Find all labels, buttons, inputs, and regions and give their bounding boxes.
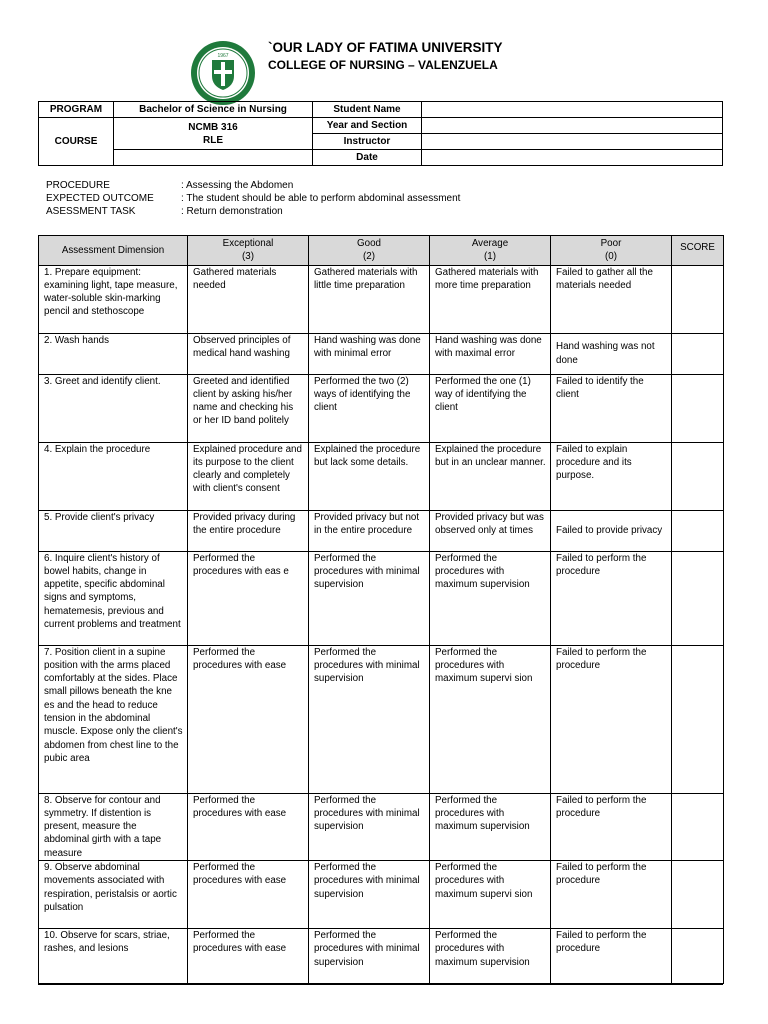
average-cell: Performed the procedures with maximum supervision [430, 929, 551, 984]
assessment-rubric-table [38, 235, 724, 984]
program-label: PROGRAM [39, 102, 114, 118]
good-cell: Provided privacy but not in the entire procedure [309, 510, 430, 551]
exceptional-cell: Performed the procedures with eas e [188, 551, 309, 645]
good-cell: Performed the procedures with minimal supervision [309, 551, 430, 645]
header-poor-points: (0) [605, 251, 617, 263]
poor-cell: Failed to perform the procedure [551, 645, 672, 793]
table-row [39, 793, 724, 860]
table-row [39, 861, 724, 929]
good-cell: Performed the procedures with minimal supervision [309, 929, 430, 984]
poor-cell: Failed to provide privacy [551, 510, 672, 551]
poor-cell: Failed to perform the procedure [551, 551, 672, 645]
poor-cell: Failed to perform the procedure [551, 929, 672, 984]
header-score: SCORE [672, 236, 724, 266]
year-section-field[interactable] [422, 118, 723, 134]
dimension-cell: 9. Observe abdominal movements associated with respiration, peristalsis or aortic pulsation [39, 861, 188, 929]
exceptional-cell: Performed the procedures with ease [188, 929, 309, 984]
university-title: `OUR LADY OF FATIMA UNIVERSITY [268, 40, 503, 55]
meta-row-procedure [46, 179, 460, 192]
header-good-points: (2) [363, 251, 375, 263]
procedure-meta [46, 179, 460, 218]
table-row [39, 333, 724, 374]
header-poor-label: Poor [600, 238, 622, 249]
header-exceptional-label: Exceptional [222, 238, 274, 249]
meta-key: EXPECTED OUTCOME [46, 193, 154, 204]
college-name: COLLEGE OF NURSING – VALENZUELA [268, 58, 498, 72]
average-cell: Performed the procedures with maximum supervision [430, 551, 551, 645]
exceptional-cell: Explained procedure and its purpose to the client clearly and completely with client's consent [188, 442, 309, 510]
score-cell[interactable] [672, 333, 724, 374]
exceptional-cell: Greeted and identified client by asking his/her name and checking his or her ID band politely [188, 374, 309, 442]
dimension-cell: 10. Observe for scars, striae, rashes, and lesions [39, 929, 188, 984]
year-section-label: Year and Section [313, 118, 422, 134]
score-cell[interactable] [672, 793, 724, 860]
good-cell: Explained the procedure but lack some details. [309, 442, 430, 510]
date-label: Date [313, 150, 422, 166]
table-row [39, 645, 724, 793]
poor-cell: Failed to perform the procedure [551, 793, 672, 860]
dimension-cell: 3. Greet and identify client. [39, 374, 188, 442]
student-info-table [38, 101, 723, 166]
dimension-cell: 1. Prepare equipment: examining light, tape measure, water-soluble skin-marking pencil and stethoscope [39, 265, 188, 333]
dimension-cell: 5. Provide client's privacy [39, 510, 188, 551]
good-cell: Performed the procedures with minimal supervision [309, 793, 430, 860]
course-blank-cell [114, 150, 313, 166]
university-seal-logo [190, 40, 256, 106]
good-cell: Performed the procedures with minimal supervision [309, 861, 430, 929]
exceptional-cell: Performed the procedures with ease [188, 645, 309, 793]
good-cell: Performed the two (2) ways of identifying the client [309, 374, 430, 442]
score-cell[interactable] [672, 861, 724, 929]
table-row [39, 551, 724, 645]
score-cell[interactable] [672, 265, 724, 333]
logo-year: 1967 [217, 53, 229, 59]
score-cell[interactable] [672, 929, 724, 984]
course-label: COURSE [39, 118, 114, 166]
course-type: RLE [203, 134, 223, 146]
table-row [39, 510, 724, 551]
student-name-label: Student Name [313, 102, 422, 118]
header-good [309, 236, 430, 266]
dimension-cell: 6. Inquire client's history of bowel habits, change in appetite, specific abdominal signs and symptoms, hematemesis, previous and current problems and treatment [39, 551, 188, 645]
poor-cell: Failed to explain procedure and its purpose. [551, 442, 672, 510]
table-row [39, 442, 724, 510]
instructor-field[interactable] [422, 134, 723, 150]
exceptional-cell: Performed the procedures with ease [188, 793, 309, 860]
header-exceptional [188, 236, 309, 266]
table-row [39, 374, 724, 442]
dimension-cell: 7. Position client in a supine position with the arms placed comfortably at the sides. Place small pillows beneath the kne es and the head to reduce tension in the abdominal muscle. Expose only the client's abdomen from chest line to the pubic area [39, 645, 188, 793]
score-cell[interactable] [672, 645, 724, 793]
program-value: Bachelor of Science in Nursing [114, 102, 313, 118]
exceptional-cell: Observed principles of medical hand washing [188, 333, 309, 374]
score-cell[interactable] [672, 551, 724, 645]
meta-key: PROCEDURE [46, 180, 110, 191]
table-row [39, 265, 724, 333]
student-name-field[interactable] [422, 102, 723, 118]
meta-value: : The student should be able to perform abdominal assessment [181, 193, 461, 204]
average-cell: Performed the procedures with maximum supervi sion [430, 861, 551, 929]
meta-key: ASESSMENT TASK [46, 206, 136, 217]
score-cell[interactable] [672, 442, 724, 510]
exceptional-cell: Gathered materials needed [188, 265, 309, 333]
dimension-cell: 2. Wash hands [39, 333, 188, 374]
average-cell: Explained the procedure but in an unclear manner. [430, 442, 551, 510]
average-cell: Performed the procedures with maximum supervision [430, 793, 551, 860]
meta-row-expected-outcome [46, 192, 460, 205]
table-bottom-rule [38, 984, 723, 985]
header-good-label: Good [357, 238, 381, 249]
dimension-cell: 8. Observe for contour and symmetry. If distention is present, measure the abdominal girth with a tape measure [39, 793, 188, 860]
average-cell: Provided privacy but was observed only at times [430, 510, 551, 551]
header-average-points: (1) [484, 251, 496, 263]
header-average-label: Average [471, 238, 509, 249]
poor-cell: Failed to gather all the materials needed [551, 265, 672, 333]
good-cell: Performed the procedures with minimal supervision [309, 645, 430, 793]
meta-row-assessment-task [46, 205, 460, 218]
average-cell: Performed the one (1) way of identifying the client [430, 374, 551, 442]
poor-cell: Hand washing was not done [551, 333, 672, 374]
average-cell: Gathered materials with more time preparation [430, 265, 551, 333]
good-cell: Gathered materials with little time preparation [309, 265, 430, 333]
header-exceptional-points: (3) [242, 251, 254, 263]
average-cell: Performed the procedures with maximum supervi sion [430, 645, 551, 793]
exceptional-cell: Performed the procedures with ease [188, 861, 309, 929]
table-row [39, 929, 724, 984]
instructor-label: Instructor [313, 134, 422, 150]
date-field[interactable] [422, 150, 723, 166]
header-average [430, 236, 551, 266]
good-cell: Hand washing was done with minimal error [309, 333, 430, 374]
course-value [114, 118, 313, 150]
meta-value: : Return demonstration [181, 206, 283, 217]
average-cell: Hand washing was done with maximal error [430, 333, 551, 374]
poor-cell: Failed to identify the client [551, 374, 672, 442]
header-poor [551, 236, 672, 266]
meta-value: : Assessing the Abdomen [181, 180, 294, 191]
poor-cell: Failed to perform the procedure [551, 861, 672, 929]
score-cell[interactable] [672, 374, 724, 442]
course-code: NCMB 316 [188, 121, 238, 133]
dimension-cell: 4. Explain the procedure [39, 442, 188, 510]
header-dimension: Assessment Dimension [39, 236, 188, 266]
score-cell[interactable] [672, 510, 724, 551]
exceptional-cell: Provided privacy during the entire procedure [188, 510, 309, 551]
